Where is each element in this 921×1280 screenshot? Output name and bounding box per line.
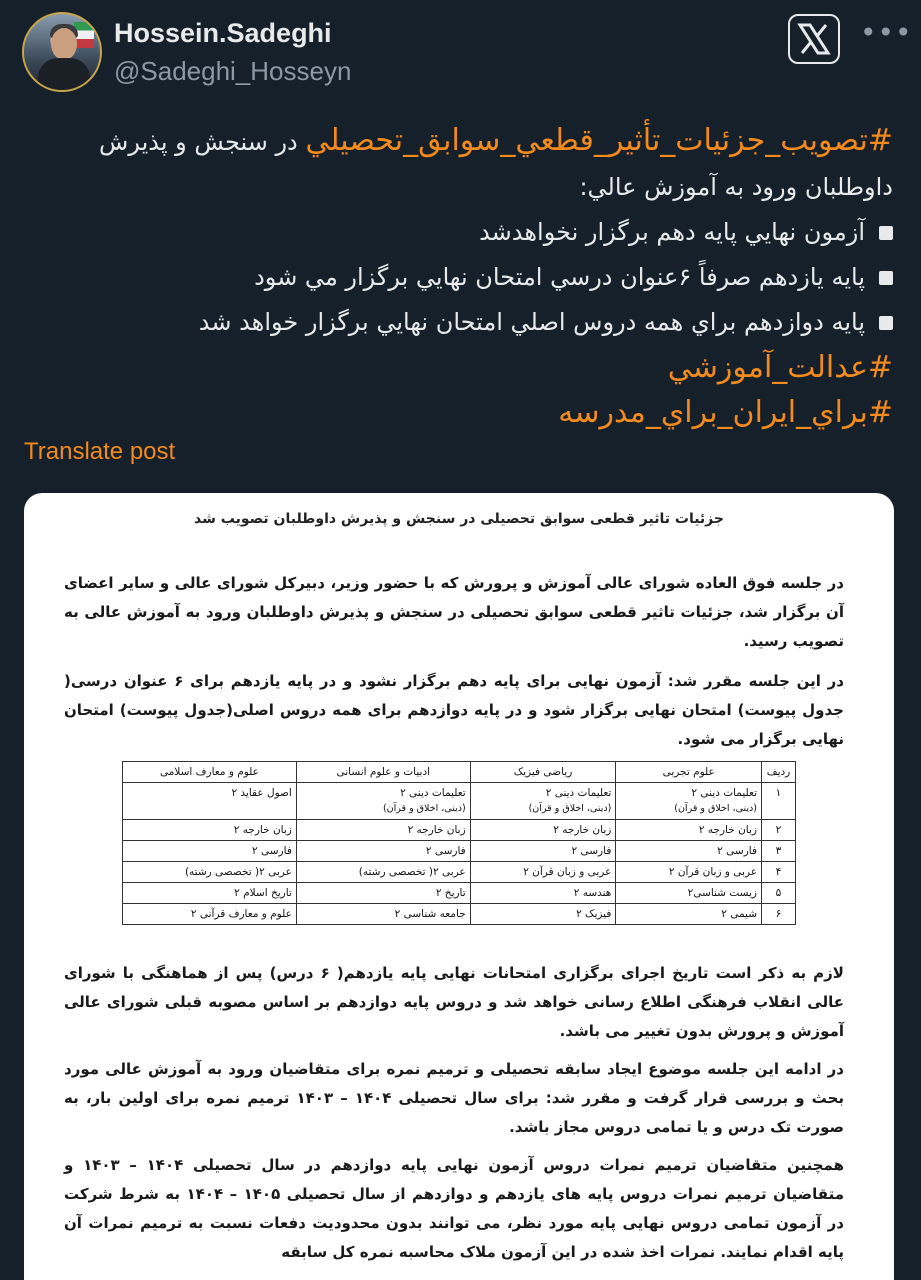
- table-cell: فارسی ۲: [616, 841, 762, 862]
- table-cell: ۲: [762, 820, 796, 841]
- intro-text: در سنجش و پذيرش داوطلبان ورود به آموزش عالي:: [99, 128, 893, 201]
- table-cell: زبان خارجه ۲: [123, 820, 297, 841]
- cell-subtext: (دینی، اخلاق و قرآن): [528, 803, 612, 814]
- document-title: جزئیات تاثیر قطعی سوابق تحصیلی در سنجش و پذیرش داوطلبان تصویب شد: [194, 511, 724, 527]
- more-options-icon[interactable]: •••: [860, 16, 913, 49]
- cell-subtext: (دینی، اخلاق و قرآن): [382, 803, 466, 814]
- table-cell: زبان خارجه ۲: [616, 820, 762, 841]
- table-cell: فارسی ۲: [123, 841, 297, 862]
- table-cell: تاریخ ۲: [296, 883, 470, 904]
- avatar-face: [51, 28, 77, 60]
- attached-document-image[interactable]: [24, 493, 894, 1280]
- cell-subtext: (دینی، اخلاق و قرآن): [674, 803, 757, 814]
- cell-text: تعلیمات دینی ۲: [400, 787, 466, 799]
- hashtag-educational-justice[interactable]: #عدالت_آموزشي: [667, 350, 893, 385]
- x-logo-glyph: [797, 23, 831, 55]
- bullet-item: [33, 255, 893, 300]
- table-cell: علوم و معارف قرآنی ۲: [123, 904, 297, 925]
- table-header: ریاضی فیزیک: [470, 762, 616, 783]
- document-paragraph-3: لازم به ذکر است تاریخ اجرای برگزاری امتحانات نهایی پایه یازدهم( ۶ درس) پس از هماهنگی با شورای عالی انقلاب فرهنگی اطلاع رسانی خواهد شد و دروس پایه دوازدهم بر اساس مصوبه قبلی شورای عالی آموزش و پرورش بدون تغییر می باشد.: [64, 964, 844, 1040]
- bullet-text: آزمون نهايي پايه دهم برگزار نخواهدشد: [479, 218, 865, 246]
- table-cell: زبان خارجه ۲: [470, 820, 616, 841]
- table-header: ردیف: [762, 762, 796, 783]
- document-paragraph-1: در جلسه فوق العاده شورای عالی آموزش و پرورش که با حضور وزیر، دبیرکل شورای عالی و سایر اعضای آن برگزار شد، جزئیات تاثیر قطعی سوابق تحصیلی در سنجش و پذیرش داوطلبان ورود به آموزش عالی به تصویب رسید.: [64, 574, 844, 650]
- table-row: [123, 862, 796, 883]
- table-row: [123, 904, 796, 925]
- bullet-square-icon: [879, 226, 893, 240]
- table-cell: عربی و زبان قرآن ۲: [616, 862, 762, 883]
- cell-text: تعلیمات دینی ۲: [691, 787, 757, 799]
- avatar[interactable]: [22, 12, 102, 92]
- table-header: علوم تجربی: [616, 762, 762, 783]
- table-row: [123, 820, 796, 841]
- bullet-text: پايه دوازدهم براي همه دروس اصلي امتحان نهايي برگزار خواهد شد: [198, 308, 865, 336]
- bullet-text: پايه يازدهم صرفاً ۶عنوان درسي امتحان نهايي برگزار مي شود: [254, 263, 865, 291]
- table-cell: فارسی ۲: [296, 841, 470, 862]
- table-cell: زیست شناسی۲: [616, 883, 762, 904]
- table-cell: ۱: [762, 783, 796, 820]
- bullet-item: [33, 300, 893, 345]
- translate-post-link[interactable]: Translate post: [24, 438, 176, 465]
- subjects-table: [122, 761, 796, 925]
- post-header: [22, 12, 913, 92]
- table-cell: جامعه شناسی ۲: [296, 904, 470, 925]
- bullet-item: [33, 210, 893, 255]
- table-cell: زبان خارجه ۲: [296, 820, 470, 841]
- author-name[interactable]: Hossein.Sadeghi: [114, 18, 332, 48]
- bullet-square-icon: [879, 271, 893, 285]
- table-cell: [296, 783, 470, 820]
- table-row: [123, 883, 796, 904]
- post-intro: [33, 118, 893, 210]
- table-cell: ۴: [762, 862, 796, 883]
- table-cell: فارسی ۲: [470, 841, 616, 862]
- table-cell: عربی و زبان قرآن ۲: [470, 862, 616, 883]
- table-header-row: [123, 762, 796, 783]
- table-header: علوم و معارف اسلامی: [123, 762, 297, 783]
- table-cell: فیزیک ۲: [470, 904, 616, 925]
- table-row: [123, 783, 796, 820]
- document-paragraph-2: در این جلسه مقرر شد: آزمون نهایی برای پایه دهم برگزار نشود و در پایه یازدهم برای ۶ عنوان درسی( جدول پیوست) امتحان نهایی برگزار شود و در پایه دوازدهم برای همه دروس اصلی(جدول پیوست) امتحان نهایی برگزار می شود.: [64, 672, 845, 748]
- table-cell: [470, 783, 616, 820]
- table-header: ادبیات و علوم انسانی: [296, 762, 470, 783]
- table-cell: عربی ۲( تخصصی رشته): [123, 862, 297, 883]
- avatar-suit: [38, 58, 90, 92]
- document-paragraph-5: همچنین متقاضیان ترمیم نمرات دروس آزمون نهایی پایه دوازدهم در سال تحصیلی ۱۴۰۴ – ۱۴۰۳ و متقاضیان ترمیم نمرات دروس پایه های یازدهم و دوازدهم از سال تحصیلی ۱۴۰۵ – ۱۴۰۴ به شرط شرکت در آزمون تمامی دروس نهایی پایه مورد نظر، می توانند بدون محدودیت دفعات نسبت به ترمیم نمرات آن پایه اقدام نمایند. نمرات اخذ شده در این آزمون ملاک محاسبه نمره کل سابقه: [64, 1156, 844, 1261]
- author-handle[interactable]: @Sadeghi_Hosseyn: [114, 56, 352, 86]
- table-cell: [616, 783, 762, 820]
- hashtag-main[interactable]: #تصويب_جزئيات_تأثير_قطعي_سوابق_تحصيلي: [305, 123, 893, 158]
- table-cell: ۳: [762, 841, 796, 862]
- document-paragraph-4: در ادامه این جلسه موضوع ایجاد سابقه تحصیلی و ترمیم نمره برای متقاضیان ورود به آموزش عالی مورد بحث و بررسی قرار گرفت و مقرر شد: برای سال تحصیلی ۱۴۰۴ – ۱۴۰۳ ترمیم نمره برای اولین بار، به صورت تک درس و یا تمامی دروس مجاز باشد.: [64, 1060, 845, 1136]
- x-logo-icon[interactable]: [788, 14, 840, 64]
- table-cell: هندسه ۲: [470, 883, 616, 904]
- table-cell: اصول عقاید ۲: [123, 783, 297, 820]
- bullet-square-icon: [879, 316, 893, 330]
- hashtag-for-iran-for-school[interactable]: #براي_ايران_براي_مدرسه: [558, 395, 893, 430]
- table-cell: شیمی ۲: [616, 904, 762, 925]
- post-text: [33, 118, 893, 435]
- table-cell: تاریخ اسلام ۲: [123, 883, 297, 904]
- table-cell: عربی ۲( تخصصی رشته): [296, 862, 470, 883]
- table-cell: ۶: [762, 904, 796, 925]
- table-row: [123, 841, 796, 862]
- cell-text: تعلیمات دینی ۲: [545, 787, 612, 799]
- table-cell: ۵: [762, 883, 796, 904]
